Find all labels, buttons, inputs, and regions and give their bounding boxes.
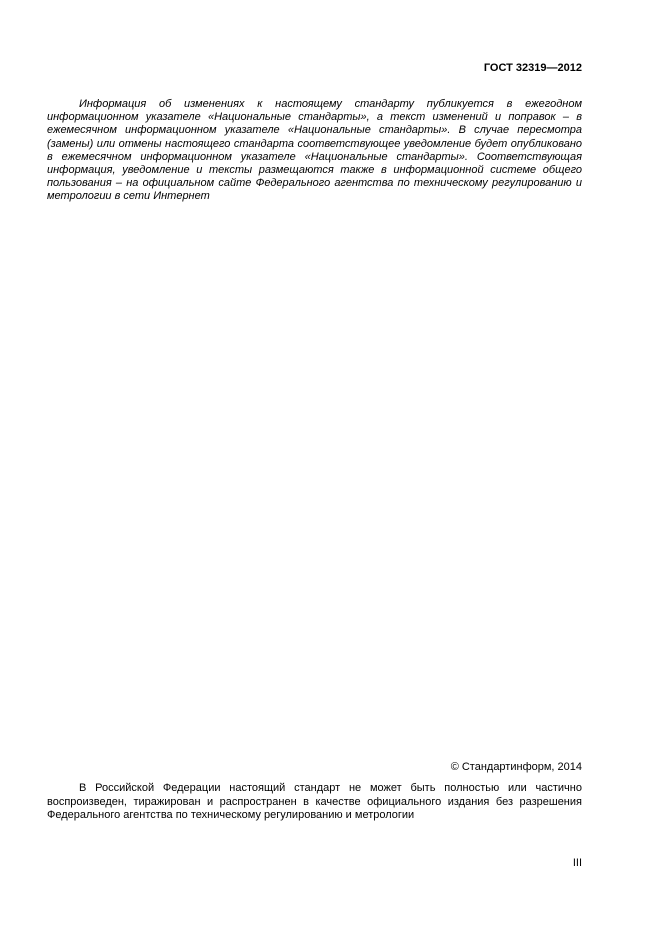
changes-info-section [47,98,582,204]
legal-notice-paragraph: В Российской Федерации настоящий стандарт не может быть полностью или частично воспроизведен, тиражирован и распространен в качестве официального издания без разрешения Федерального агентства по техническому регулированию и метрологии [47,782,582,821]
legal-notice-section [47,782,582,823]
page-number: III [572,857,582,869]
document-id: ГОСТ 32319—2012 [483,62,582,74]
copyright-notice: © Стандартинформ, 2014 [450,761,582,773]
changes-info-paragraph: Информация об изменениях к настоящему стандарту публикуется в ежегодном информационном указателе «Национальные стандарты», а текст изменений и поправок – в ежемесячном информационном указателе «Национальные стандарты». В случае пересмотра (замены) или отмены настоящего стандарта соответствующее уведомление будет опубликовано в ежемесячном информационном указателе «Национальные стандарты». Соответствующая информация, уведомление и тексты размещаются также в информационной системе общего пользования – на официальном сайте Федерального агентства по техническому регулированию и метрологии в сети Интернет [47,98,582,203]
